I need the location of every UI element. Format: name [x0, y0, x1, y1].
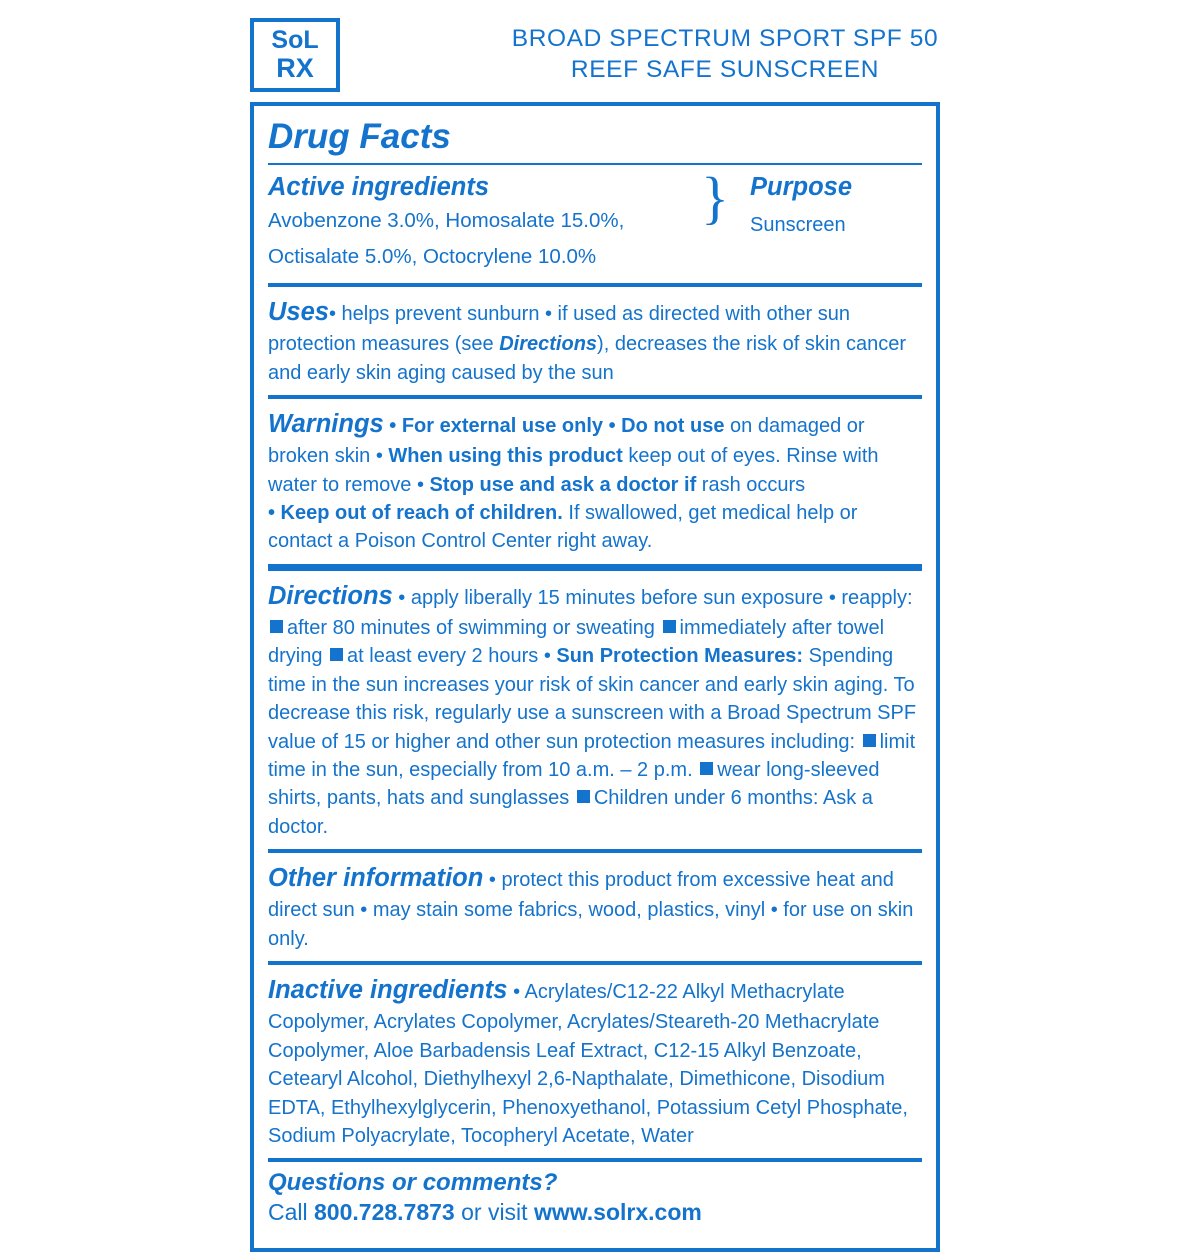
warnings-heading: Warnings: [268, 410, 384, 439]
label-header: [0, 0, 1200, 102]
directions-bold-1: Sun Protection Measures:: [556, 645, 804, 668]
square-bullet-icon: [863, 734, 876, 747]
warnings-text-3: rash occurs: [696, 473, 806, 496]
drug-facts-box: [250, 102, 940, 1252]
brace-icon: }: [701, 164, 729, 230]
active-ingredients-col: [268, 172, 698, 276]
warnings-bold-3: Stop use and ask a doctor if: [429, 473, 697, 496]
other-information-heading: Other information: [268, 864, 484, 893]
square-bullet-icon: [330, 648, 343, 661]
inactive-ingredients-section: [268, 965, 922, 1158]
uses-section: [268, 287, 922, 395]
uses-directions-ref: Directions: [499, 333, 598, 356]
square-bullet-icon: [663, 620, 676, 633]
questions-visit-label: or visit: [454, 1199, 534, 1226]
directions-text-7: wear long-sleeved shirts, pants, hats and sunglasses: [268, 759, 880, 810]
inactive-ingredients-heading: Inactive ingredients: [268, 976, 508, 1005]
uses-text-2: ), decreases the risk of skin cancer and early skin aging caused by the sun: [268, 333, 907, 384]
questions-section: [268, 1162, 922, 1236]
warnings-section: [268, 399, 922, 564]
purpose-value: Sunscreen: [750, 214, 846, 237]
uses-heading: Uses: [268, 298, 329, 327]
other-information-text: • protect this product from excessive heat and direct sun • may stain some fabrics, wood, plastics, vinyl • for use on skin only.: [268, 869, 914, 950]
product-title-line2: REEF SAFE SUNSCREEN: [570, 56, 880, 83]
brand-logo: [250, 18, 340, 92]
inactive-ingredients-text: • Acrylates/C12-22 Alkyl Methacrylate Copolymer, Acrylates Copolymer, Acrylates/Steareth-20 Methacrylate Copolymer, Aloe Barbadensis Leaf Extract, C12-15 Alkyl Benzoate, Cetearyl Alcohol, Diethylhexyl 2,6-Napthalate, Dimethicone, Disodium EDTA, Ethylhexylglycerin, Phenoxyethanol, Potassium Cetyl Phosphate, Sodium Polyacrylate, Tocopheryl Acetate, Water: [268, 981, 908, 1147]
active-ingredients-line-1: Avobenzone 3.0%, Homosalate 15.0%,: [268, 209, 625, 233]
active-ingredients-heading: Active ingredients: [268, 172, 490, 201]
directions-text-4: at least every 2 hours •: [347, 645, 557, 668]
drug-facts-title: Drug Facts: [268, 117, 451, 156]
uses-text-1: • helps prevent sunburn • if used as directed with other sun protection measures (see: [268, 303, 850, 356]
questions-website[interactable]: www.solrx.com: [533, 1199, 702, 1226]
active-ingredients-section: [268, 165, 922, 284]
warnings-bold-2: When using this product: [388, 445, 623, 468]
square-bullet-icon: [270, 620, 283, 633]
directions-heading: Directions: [268, 581, 393, 610]
purpose-col: [732, 172, 922, 240]
warnings-text-1: on damaged or broken skin •: [268, 415, 865, 468]
square-bullet-icon: [577, 790, 590, 803]
directions-text-5: Spending time in the sun increases your risk of skin cancer and early skin aging. To decrease this risk, regularly use a sunscreen with a Broad Spectrum SPF value of 15 or higher and other sun protection measures including:: [268, 645, 917, 753]
warnings-bold-1: • For external use only • Do not use: [389, 415, 725, 438]
directions-text-2: after 80 minutes of swimming or sweating: [287, 617, 655, 640]
divider: [268, 564, 922, 571]
directions-section: [268, 571, 922, 849]
questions-call-label: Call: [268, 1199, 315, 1226]
directions-text-8: Children under 6 months: Ask a doctor.: [268, 787, 873, 838]
warnings-text-4: If swallowed, get medical help or contact a Poison Control Center right away.: [268, 502, 858, 553]
square-bullet-icon: [700, 762, 713, 775]
other-information-section: [268, 853, 922, 961]
product-title-block: [340, 24, 1110, 85]
questions-phone[interactable]: 800.728.7873: [314, 1199, 455, 1226]
brand-logo-line2: RX: [276, 53, 314, 83]
warnings-bold-4: • Keep out of reach of children.: [268, 502, 563, 525]
warnings-text-2: keep out of eyes. Rinse with water to remove •: [268, 445, 879, 496]
product-title-line1: BROAD SPECTRUM SPORT SPF 50: [511, 25, 939, 53]
directions-text-3: immediately after towel drying: [268, 617, 885, 668]
directions-text-1: • apply liberally 15 minutes before sun exposure • reapply:: [398, 586, 913, 609]
questions-heading: Questions or comments?: [268, 1169, 558, 1197]
active-ingredients-line-2: Octisalate 5.0%, Octocrylene 10.0%: [268, 245, 597, 269]
brand-logo-line1: SoL: [271, 26, 319, 54]
directions-text-6: limit time in the sun, especially from 10 a.m. – 2 p.m.: [268, 730, 916, 782]
purpose-heading: Purpose: [750, 172, 853, 201]
